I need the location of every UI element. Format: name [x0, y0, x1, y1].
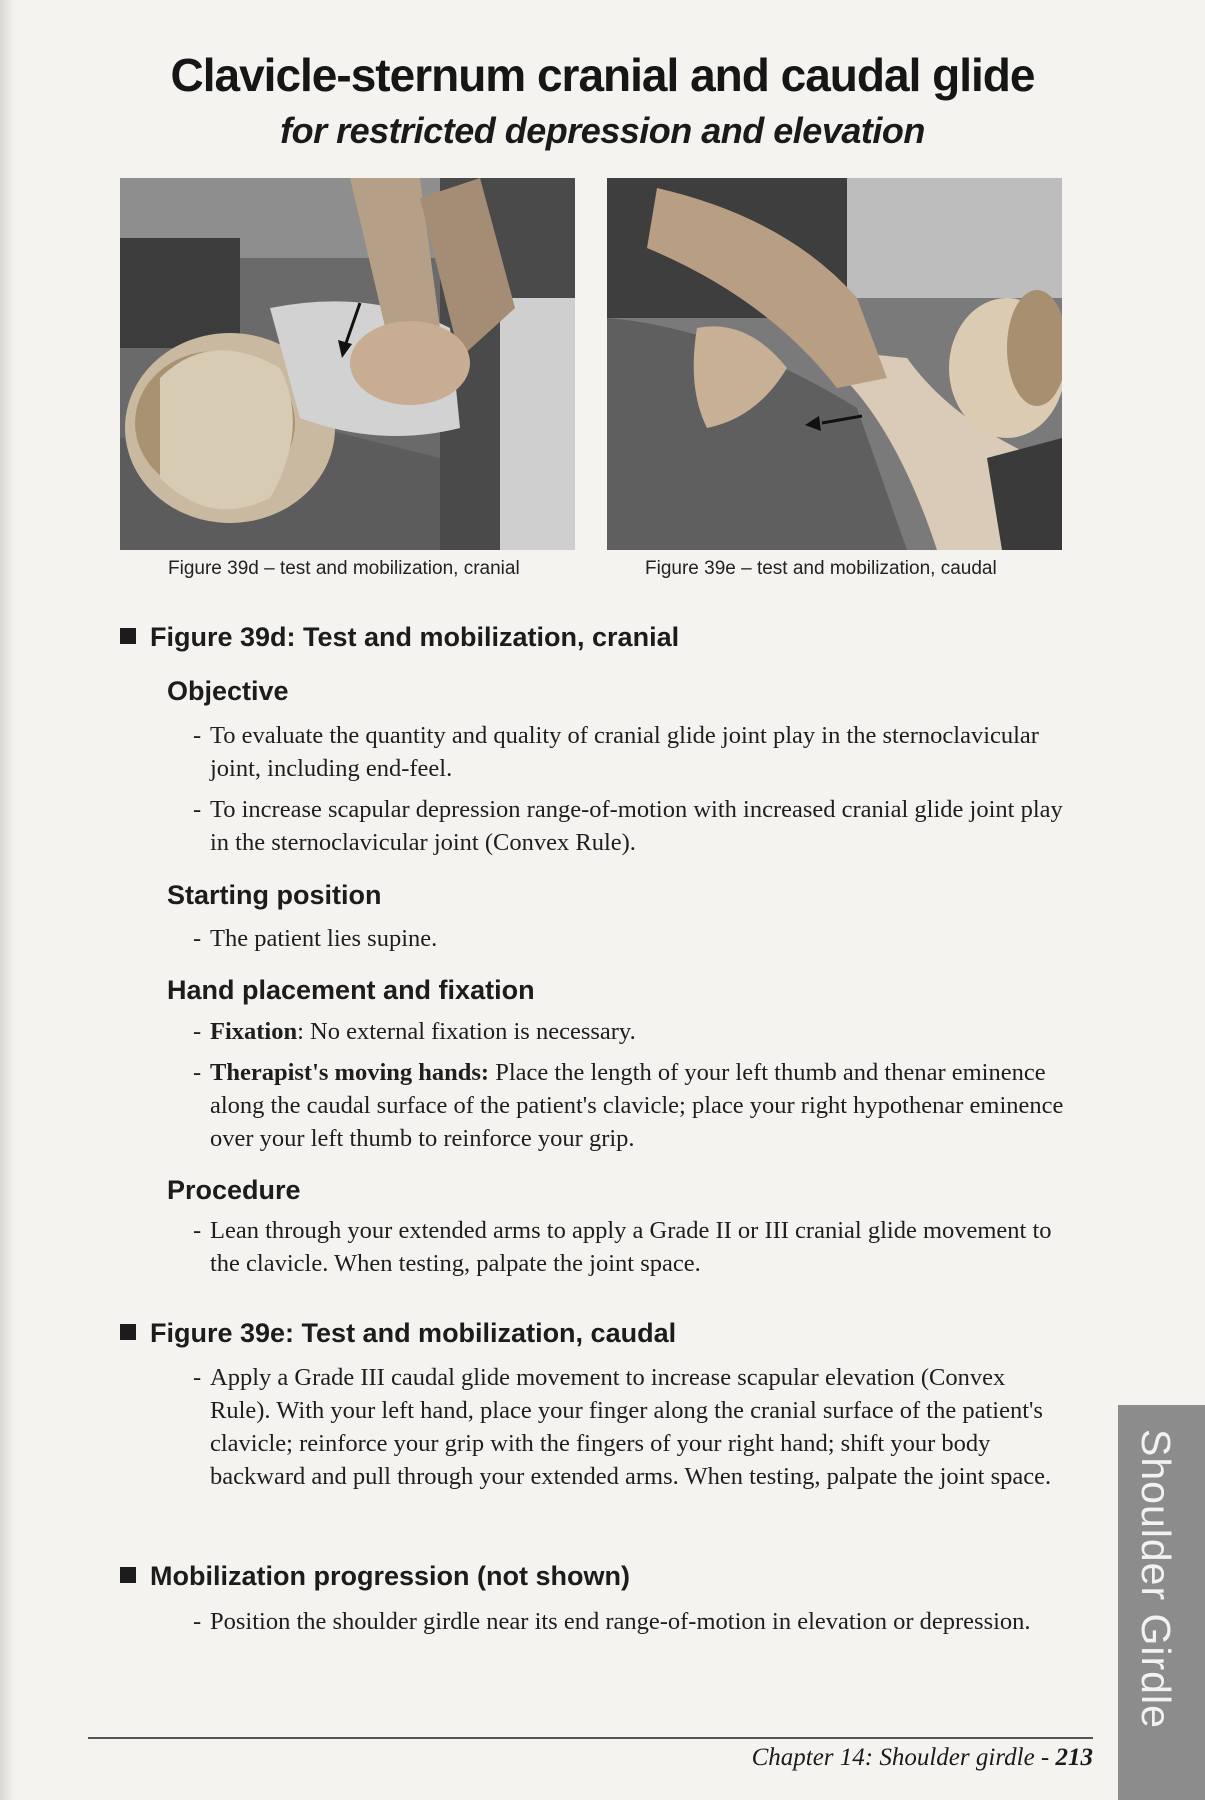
- procedure-item: - Lean through your extended arms to apply a Grade II or III cranial glide movement to the clavicle. When testing, palpate the joint space.: [193, 1217, 1052, 1277]
- footer-chapter: Chapter 14: Shoulder girdle -: [751, 1744, 1056, 1771]
- section-heading-progression-text: Mobilization progression (not shown): [150, 1561, 630, 1591]
- objective-item-2-text: To increase scapular depression range-of-motion with increased cranial glide joint play in the sternoclavicular joint (Convex Rule).: [210, 796, 1063, 856]
- progression-text: Position the shoulder girdle near its end range-of-motion in elevation or depression.: [210, 1608, 1031, 1635]
- fixation-item: - Fixation: No external fixation is necessary.: [193, 1018, 636, 1045]
- section-heading-39d: [120, 622, 679, 653]
- procedure-text: Lean through your extended arms to apply a Grade II or III cranial glide movement to the clavicle. When testing, palpate the joint space.: [210, 1217, 1052, 1277]
- objective-item-2: - To increase scapular depression range-of-motion with increased cranial glide joint play in the sternoclavicular joint (Convex Rule).: [193, 796, 1063, 856]
- chapter-side-tab-label: Shoulder Girdle: [1133, 1429, 1179, 1729]
- figure-39e-illustration: [607, 178, 1062, 550]
- starting-position-item: - The patient lies supine.: [193, 925, 438, 952]
- figure-39d-caption: Figure 39d – test and mobilization, cranial: [168, 558, 520, 579]
- fixation-text: : No external fixation is necessary.: [297, 1018, 636, 1045]
- section-heading-progression: [120, 1561, 630, 1592]
- moving-hands-item: - Therapist's moving hands: Place the length of your left thumb and thenar eminence along the caudal surface of the patient's clavicle; place your right hypothenar eminence over your left thumb to reinforce your grip.: [193, 1059, 1064, 1152]
- page-edge-shadow: [0, 0, 14, 1800]
- bullet-square-icon: [120, 1324, 136, 1340]
- page-number: 213: [1055, 1744, 1093, 1771]
- bullet-square-icon: [120, 628, 136, 644]
- figure-39e-caption: Figure 39e – test and mobilization, caudal: [645, 558, 997, 579]
- moving-hands-label: Therapist's moving hands:: [210, 1059, 490, 1086]
- section-heading-39e: [120, 1318, 676, 1349]
- figure-39d-illustration: [120, 178, 575, 550]
- fixation-label: Fixation: [210, 1018, 298, 1045]
- page-subtitle: for restricted depression and elevation: [280, 110, 925, 151]
- moving-hands-text: Place the length of your left thumb and thenar eminence along the caudal surface of the patient's clavicle; place your right hypothenar eminence over your left thumb to reinforce your grip.: [210, 1059, 1064, 1152]
- page-title: Clavicle-sternum cranial and caudal glide: [170, 49, 1035, 101]
- progression-item: - Position the shoulder girdle near its end range-of-motion in elevation or depression.: [193, 1608, 1031, 1635]
- objective-item-1-text: To evaluate the quantity and quality of cranial glide joint play in the sternoclavicular joint, including end-feel.: [210, 722, 1039, 782]
- caudal-text: Apply a Grade III caudal glide movement to increase scapular elevation (Convex Rule). With your left hand, place your finger along the cranial surface of the patient's clavicle; reinforce your grip with the fingers of your right hand; shift your body backward and pull through your extended arms. When testing, palpate the joint space.: [210, 1364, 1052, 1490]
- page-footer: [752, 1744, 1093, 1772]
- bullet-square-icon: [120, 1567, 136, 1583]
- chapter-side-tab: [1118, 1405, 1205, 1800]
- starting-position-heading: Starting position: [167, 880, 382, 910]
- section-heading-39e-text: Figure 39e: Test and mobilization, caudal: [150, 1318, 677, 1348]
- objective-item-1: - To evaluate the quantity and quality of cranial glide joint play in the sternoclavicular joint, including end-feel.: [193, 722, 1039, 782]
- footer-rule: [88, 1737, 1093, 1739]
- hand-placement-heading: Hand placement and fixation: [167, 975, 535, 1005]
- starting-position-text: The patient lies supine.: [210, 925, 438, 952]
- objective-heading: Objective: [167, 676, 289, 706]
- figure-39e-photo: [607, 178, 1062, 550]
- section-heading-39d-text: Figure 39d: Test and mobilization, cranial: [150, 622, 680, 652]
- figure-39d-photo: [120, 178, 575, 550]
- procedure-heading: Procedure: [167, 1175, 301, 1205]
- caudal-item: - Apply a Grade III caudal glide movement to increase scapular elevation (Convex Rule). With your left hand, place your finger along the cranial surface of the patient's clavicle; reinforce your grip with the fingers of your right hand; shift your body backward and pull through your extended arms. When testing, palpate the joint space.: [193, 1364, 1052, 1490]
